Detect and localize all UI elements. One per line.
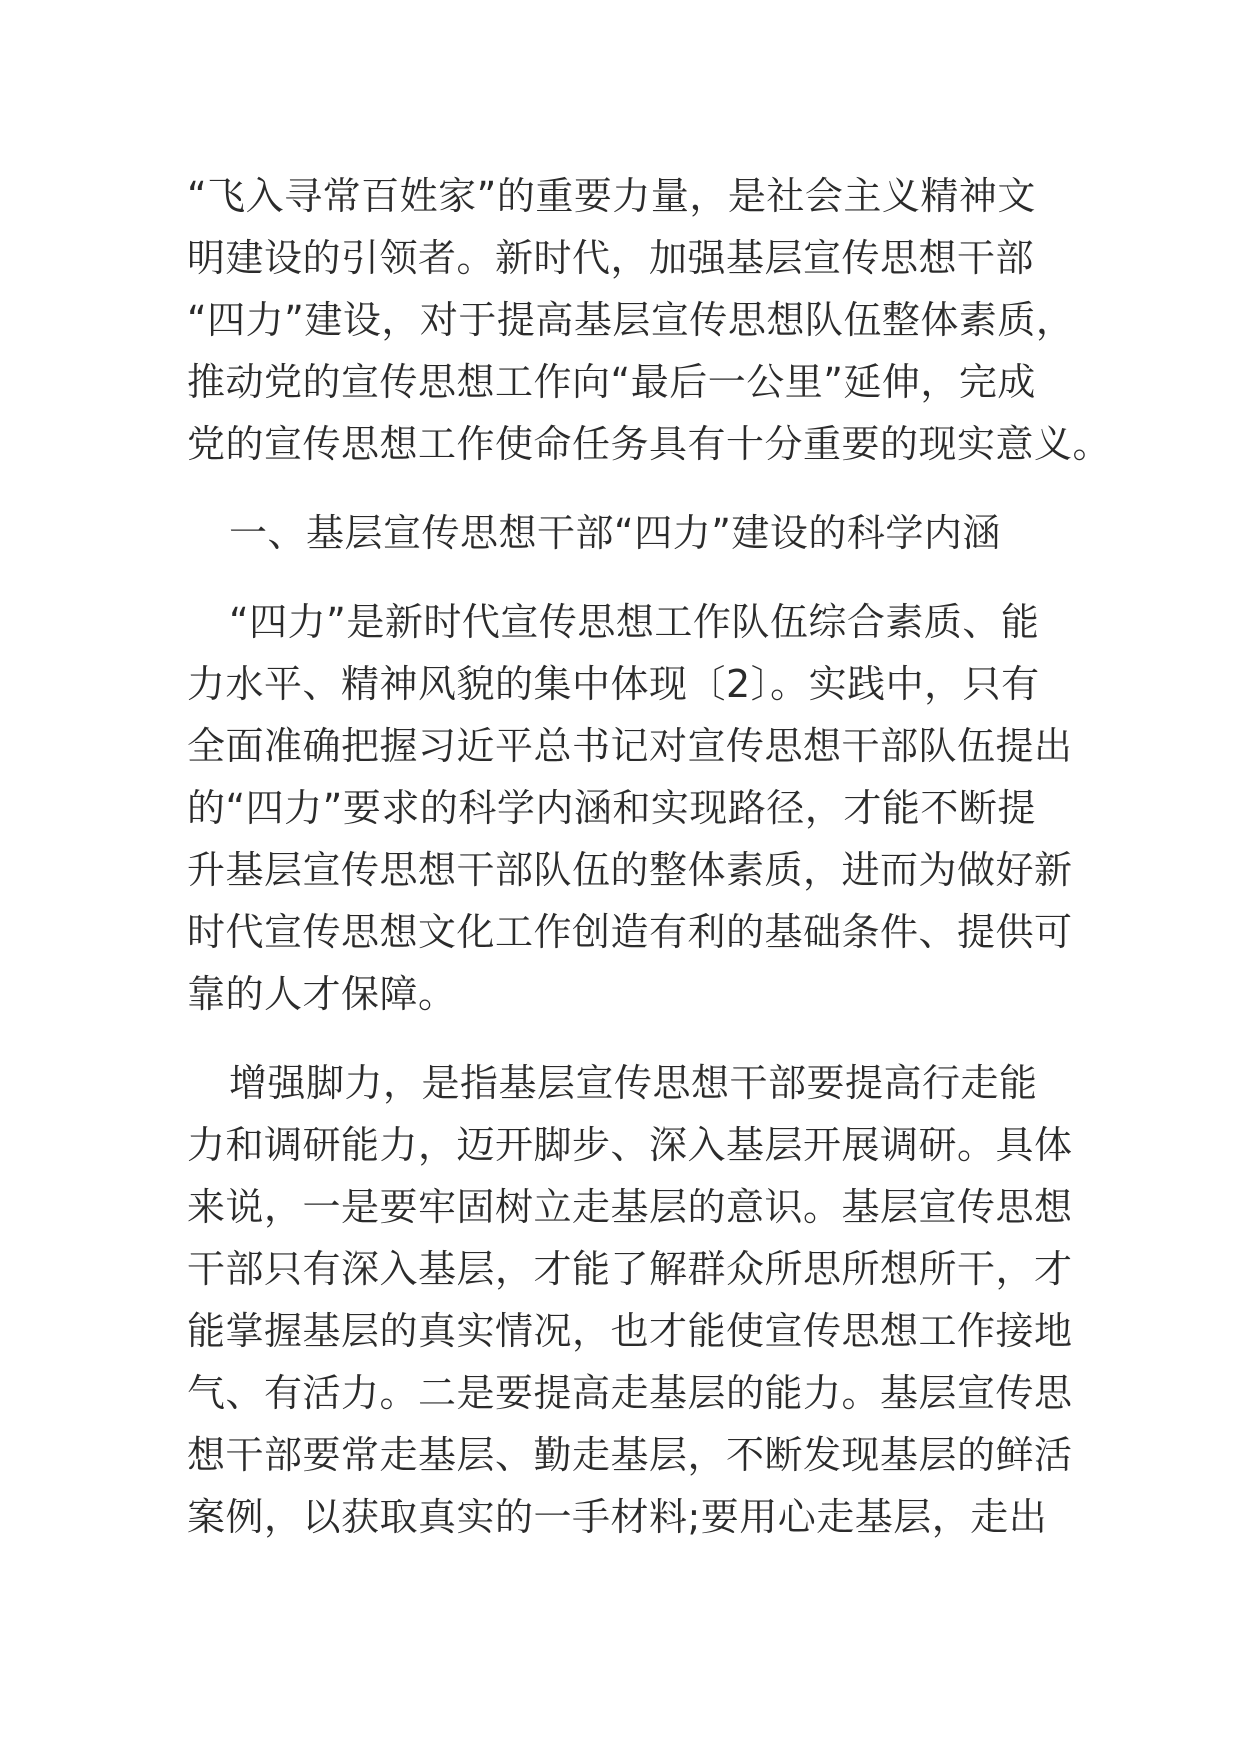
text-line: “飞入寻常百姓家”的重要力量，是社会主义精神文 <box>187 174 1036 218</box>
text-line: 推动党的宣传思想工作向“最后一公里”延伸，完成 <box>187 360 1036 404</box>
text-line: 气、有活力。二是要提高走基层的能力。基层宣传思 <box>187 1371 1073 1415</box>
text-line: 全面准确把握习近平总书记对宣传思想干部队伍提出 <box>187 724 1073 768</box>
heading-line: 一、基层宣传思想干部“四力”建设的科学内涵 <box>229 511 1001 555</box>
section-heading <box>187 502 1087 564</box>
text-line: 时代宣传思想文化工作创造有利的基础条件、提供可 <box>187 910 1073 954</box>
text-line: 增强脚力，是指基层宣传思想干部要提高行走能 <box>229 1061 1038 1105</box>
text-line: 升基层宣传思想干部队伍的整体素质，进而为做好新 <box>187 848 1073 892</box>
text-line: 力水平、精神风貌的集中体现〔2〕。实践中，只有 <box>187 662 1040 706</box>
paragraph-intro <box>187 165 1112 475</box>
text-line: “四力”是新时代宣传思想工作队伍综合素质、能 <box>229 600 1040 644</box>
text-line: 想干部要常走基层、勤走基层，不断发现基层的鲜活 <box>187 1433 1073 1477</box>
text-line: “四力”建设，对于提高基层宣传思想队伍整体素质， <box>187 298 1075 342</box>
text-line: 力和调研能力，迈开脚步、深入基层开展调研。具体 <box>187 1123 1073 1167</box>
paragraph-foot-power <box>187 1052 1087 1548</box>
text-line: 干部只有深入基层，才能了解群众所思所想所干，才 <box>187 1247 1073 1291</box>
text-line: 来说，一是要牢固树立走基层的意识。基层宣传思想 <box>187 1185 1073 1229</box>
text-line: 党的宣传思想工作使命任务具有十分重要的现实意义。 <box>187 422 1112 466</box>
paragraph-four-powers <box>187 591 1087 1025</box>
document-body <box>187 165 1112 1548</box>
text-line: 能掌握基层的真实情况，也才能使宣传思想工作接地 <box>187 1309 1073 1353</box>
text-line: 靠的人才保障。 <box>187 972 457 1016</box>
text-line: 明建设的引领者。新时代，加强基层宣传思想干部 <box>187 236 1035 280</box>
text-line: 案例，以获取真实的一手材料;要用心走基层，走出 <box>187 1495 1048 1539</box>
text-line: 的“四力”要求的科学内涵和实现路径，才能不断提 <box>187 786 1036 830</box>
